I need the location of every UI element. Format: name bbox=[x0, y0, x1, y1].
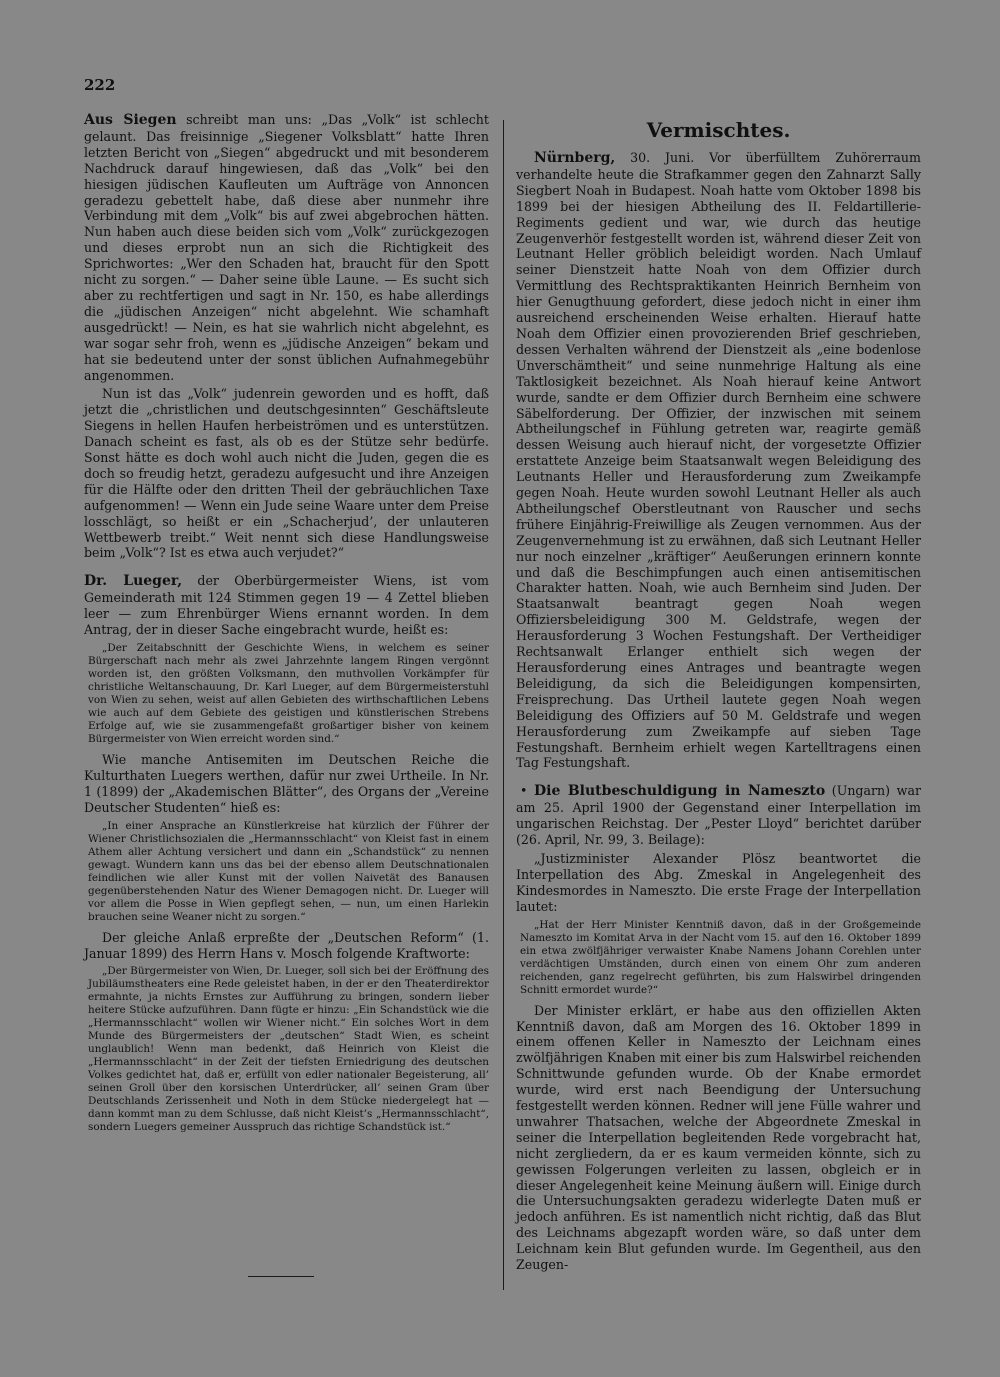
quote-lueger-1-text: „Der Zeitabschnitt der Geschichte Wiens, in welchem es seiner Bürgerschaft nach mehr als zwei Jahrzehnte langem Ringen vergönnt worden ist, den größten Volksmann, den muthvollen Vorkämpfer für christliche Weltanschauung, Dr. Karl Lueger, auf dem Bürgermeisterstuhl von Wien zu sehen, weist auf allen Gebieten des wirthschaftlichen Lebens wie auch auf dem Gebiete des geistigen und künstlerischen Strebens Erfolge auf, wie sie zusammengefaßt großartiger bisher von keinem Bürgermeister von Wien erreicht worden sind.“ bbox=[88, 642, 489, 745]
quote-lueger-1 bbox=[84, 642, 489, 746]
text-blut-3: Der Minister erklärt, er habe aus den offiziellen Akten Kenntniß davon, daß am Morgen des 16. Oktober 1899 in einem offenen Keller in Nameszto der Leichnam eines zwölfjährigen Knaben mit einer bis zum Halswirbel reichenden Schnittwunde gefunden wurde. Ob der Knabe ermordet wurde, wird erst nach Beendigung der Untersuchung festgestellt werden können. Redner will jene Fülle wahrer und unwahrer Thatsachen, welche der Abgeordnete Zmeskal in seiner die Interpellation begleitenden Rede vorgebracht hat, nicht zergliedern, da er es kaum vermeiden könnte, sich zu gewissen Folgerungen verleiten zu lassen, obgleich er in dieser Angelegenheit keine Meinung äußern will. Einige durch die Untersuchungsakten geradezu widerlegte Daten muß er jedoch anführen. Es ist namentlich nicht richtig, daß das Blut des Leichnams abgezapft worden wäre, so daß unter dem Leichnam kein Blut gefunden wurde. Im Gegentheil, aus den Zeugen- bbox=[516, 1002, 921, 1273]
text-siegen: schreibt man uns: „Das „Volk“ ist schlecht gelaunt. Das freisinnige „Siegener Volksblatt“ hatte Ihren letzten Bericht von „Siegen“ abgedruckt und mit besonderem Nachdruck darauf hingewiesen, daß das „Volk“ bei den hiesigen jüdischen Kaufleuten um Aufträge von Annoncen geradezu gebettelt habe, daß diese aber nunmehr ihre Verbindung mit dem „Volk“ bis auf zwei abgebrochen hätten. Nun haben auch diese beiden sich vom „Volk“ zurückgezogen und dieses erprobt nun an sich die Richtigkeit des Sprichwortes: „Wer den Schaden hat, braucht für den Spott nicht zu sorgen.“ — Daher seine üble Laune. — Es sucht sich aber zu rechtfertigen und sagt in Nr. 150, es habe allerdings die „jüdischen Anzeigen“ nicht abgelehnt. Wie schamhaft ausgedrückt! — Nein, es hat sie wahrlich nicht abgelehnt, es war sogar sehr froh, wenn es „jüdische Anzeigen“ bekam und hat sie bedeutend unter der sonst üblichen Aufnahmegebühr angenommen. bbox=[84, 112, 489, 383]
quote-blut-1 bbox=[516, 919, 921, 997]
quote-blut-1-text: „Hat der Herr Minister Kenntniß davon, daß in der Großgemeinde Nameszto im Komitat Arva in der Nacht vom 15. auf den 16. Oktober 1899 ein etwa zwölfjähriger verwaister Knabe Namens Johann Corehlen unter verdächtigen Umständen, durch einen von einem Ohr zum anderen reichenden, ganz regelrecht geführten, bis zum Halswirbel dringenden Schnitt ermordet wurde?“ bbox=[520, 918, 921, 996]
left-column bbox=[84, 112, 489, 1140]
article-nuernberg bbox=[516, 150, 921, 771]
section-title: Vermischtes. bbox=[646, 118, 791, 142]
column-divider bbox=[503, 120, 504, 1290]
end-rule bbox=[248, 1276, 314, 1277]
right-column bbox=[516, 118, 921, 1273]
heading-nuernberg: Nürnberg, bbox=[534, 150, 616, 166]
quote-lueger-3 bbox=[84, 965, 489, 1134]
text-blut-2: „Justizminister Alexander Plösz beantwortet die Interpellation des Abg. Zmeskal in Angelegenheit des Kindesmordes in Nameszto. Die erste Frage der Interpellation lautet: bbox=[516, 850, 921, 914]
text-lueger-3: Der gleiche Anlaß erpreßte der „Deutschen Reform“ (1. Januar 1899) des Herrn Hans v. Mosch folgende Kraftworte: bbox=[84, 929, 489, 961]
quote-lueger-2 bbox=[84, 820, 489, 924]
text-lueger-2: Wie manche Antisemiten im Deutschen Reiche die Kulturthaten Luegers werthen, dafür nur zwei Urtheile. In Nr. 1 (1899) der „Akademischen Blätter“, des Organs der „Vereine Deutscher Studenten“ hieß es: bbox=[84, 752, 489, 815]
heading-siegen: Aus Siegen bbox=[84, 112, 177, 128]
text-lueger: der Oberbürgermeister Wiens, ist vom Gemeinderath mit 124 Stimmen gegen 19 — 4 Zettel blieben leer — zum Ehrenbürger Wiens ernannt worden. In dem Antrag, der in dieser Sache eingebracht wurde, heißt es: bbox=[84, 573, 489, 638]
text-siegen-2: Nun ist das „Volk“ judenrein geworden und es hofft, daß jetzt die „christlichen und deutschgesinnten“ Geschäftsleute Siegens in hellen Haufen herbeiströmen und es unterstützen. Danach scheint es fast, als ob es der Stütze sehr bedürfe. Sonst hätte es doch wohl auch nicht die Juden, gegen die es doch so freudig hetzt, geradezu aufgesucht und ihre Anzeigen für die Hälfte oder den dritten Theil der gebräuchlichen Taxe aufgenommen! — Wenn ein Jude seine Waare unter dem Preise losschlägt, so heißt er ein „Schacherjud’, der unlauteren Wettbewerb treibt.“ Weit nennt sich diese Handlungsweise beim „Volk“? Ist es etwa auch verjudet?“ bbox=[84, 386, 489, 561]
article-lueger bbox=[84, 573, 489, 638]
article-blut bbox=[516, 783, 921, 848]
quote-lueger-2-text: „In einer Ansprache an Künstlerkreise hat kürzlich der Führer der Wiener Christlichsozialen die „Hermannsschlacht“ von Kleist fast in einem Athem aller Achtung versichert und dann ein „Schandstück“ zu nennen gewagt. Wundern kann uns das bei der ebenso allem Deutschnationalen feindlichen wie aller Kunst mit der vollen Naivetät des Banausen gegenüberstehenden Natur des Wiener Demagogen nicht. Dr. Lueger will vor allem die Posse in Wien gepflegt sehen, — nun, um einen Harlekin brauchen seine Weaner nicht zu sorgen.“ bbox=[88, 819, 489, 923]
heading-lueger: Dr. Lueger, bbox=[84, 573, 183, 590]
text-nuernberg: 30. Juni. Vor überfülltem Zuhörerraum verhandelte heute die Strafkammer gegen den Zahnarzt Sally Siegbert Noah in Budapest. Noah hatte vom Oktober 1898 bis 1899 bei der hiesigen Abtheilung des II. Feldartillerie-Regiments gedient und war, wie durch das heutige Zeugenverhör festgestellt worden ist, während dieser Zeit von Leutnant Heller gröblich beleidigt worden. Nach Umlauf seiner Dienstzeit hatte Noah von dem Offizier durch Vermittlung des Rechtspraktikanten Heinrich Bernheim von hier Genugthuung gefordert, diese jedoch nicht in einer ihm ausreichend erscheinenden Weise erhalten. Hierauf hatte Noah dem Offizier einen provozierenden Brief geschrieben, dessen Verhalten während der Dienstzeit als „eine bodenlose Unverschämtheit“ und seine nunmehrige Haltung als eine Taktlosigkeit bezeichnet. Als Noah hierauf keine Antwort wurde, sandte er dem Offizier durch Bernheim eine schwere Säbelforderung. Der Offizier, der inzwischen mit seinem Abtheilungschef in Fühlung getreten war, reagirte gemäß dessen Weisung auch hierauf nicht, der vorgesetzte Offizier erstattete Anzeige beim Staatsanwalt wegen Beleidigung des Leutnants Heller und Herausforderung zum Zweikampfe gegen Noah. Heute wurden sowohl Leutnant Heller als auch Abtheilungschef Oberstleutnant von Rauscher und sechs frühere Einjährig-Freiwillige als Zeugen vernommen. Aus der Zeugenvernehmung ist zu erwähnen, daß sich Leutnant Heller nur noch einzelner „kräftiger“ Aeußerungen erinnern konnte und daß die Beschimpfungen auch einen antisemitischen Charakter hatten. Noah, wie auch Bernheim sind Juden. Der Staatsanwalt beantragt gegen Noah wegen Offiziersbeleidigung 300 M. Geldstrafe, wegen der Herausforderung 3 Wochen Festungshaft. Der Vertheidiger Rechtsanwalt Erlanger enthielt sich wegen der Herausforderung eines Antrages und beantragte wegen Beleidigung, da sich die Beleidigungen kompensirten, Freisprechung. Das Urtheil lautete gegen Noah wegen Beleidigung des Offiziers auf 50 M. Geldstrafe und wegen Herausforderung zum Zweikampfe auf sieben Tage Festungshaft. Bernheim erhielt wegen Kartelltragens einen Tag Festungshaft. bbox=[516, 150, 921, 771]
article-siegen bbox=[84, 112, 489, 383]
bullet-icon: • bbox=[520, 783, 528, 799]
heading-blut: Die Blutbeschuldigung in Nameszto bbox=[534, 783, 826, 800]
page-number: 222 bbox=[84, 76, 116, 94]
text-blut: (Ungarn) war am 25. April 1900 der Gegenstand einer Interpellation im ungarischen Reichstag. Der „Pester Lloyd“ berichtet darüber (26. April, Nr. 99, 3. Beilage): bbox=[516, 783, 921, 848]
quote-lueger-3-text: „Der Bürgermeister von Wien, Dr. Lueger, soll sich bei der Eröffnung des Jubiläumstheaters eine Rede geleistet haben, in der er den Theaterdirektor ermahnte, ja nichts Ernstes zur Aufführung zu bringen, sondern lieber heitere Stücke aufzuführen. Dann fügte er hinzu: „Ein Schandstück wie die „Hermannsschlacht“ wollen wir Wiener nicht.“ Ein solches Wort in dem Munde des Bürgermeisters der „deutschen“ Stadt Wien, es scheint unglaublich! Wenn man bedenkt, daß Heinrich von Kleist die „Hermannsschlacht“ in der Zeit der tiefsten Erniedrigung des deutschen Volkes gedichtet hat, daß er, erfüllt von edler nationaler Begeisterung, all’ seinen Groll über den korsischen Unterdrücker, all’ seinen Gram über Deutschlands Zerissenheit und Noth in dem Stücke niedergelegt hat — dann kommt man zu dem Schlusse, daß nicht Kleist’s „Hermannsschlacht“, sondern Luegers gemeiner Ausspruch das richtige Schandstück ist.“ bbox=[88, 965, 489, 1134]
